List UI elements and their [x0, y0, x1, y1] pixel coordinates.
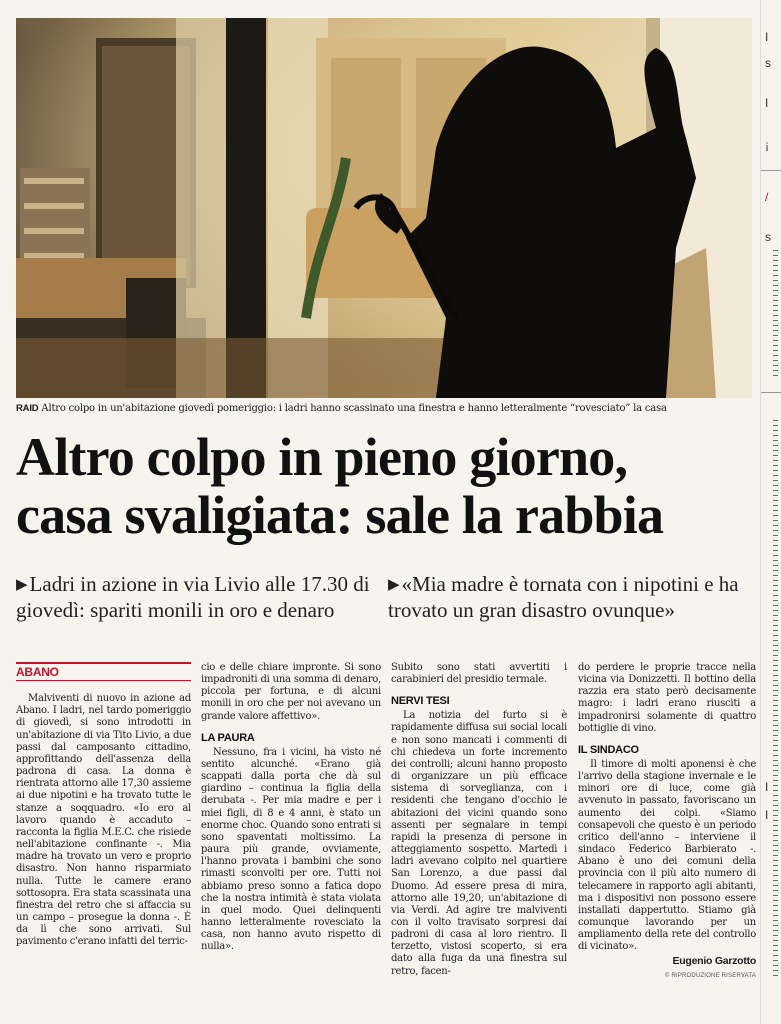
body-paragraph: Nessuno, fra i vicini, ha visto né sentito alcunché. «Erano già scappati dalla porta che dà sul giardino – continua la figlia della derubata -. Per mia madre e per i miei figli, di 8 e 4 anni, è stato un enorme choc. Quando sono entrati si sono spaventati moltissimo. La paura più grande, ovviamente, l'hanno provata i bambini che sono rimasti sconvolti per ore. Tutti noi abbiamo preso sonno a fatica dopo che la nostra intimità è stata violata in quel modo. Quei delinquenti hanno letteralmente rovesciato la casa, non hanno avuto rispetto di nulla».: [201, 746, 381, 953]
article-column-1: [16, 662, 191, 948]
copyright-notice: © RIPRODUZIONE RISERVATA: [664, 972, 756, 979]
subhead-2: [388, 572, 760, 623]
body-paragraph: Malviventi di nuovo in azione ad Abano. I ladri, nel tardo pomeriggio di giovedì, si sono introdotti in un'abitazione di via Tito Livio, a due passi dal camposanto cittadino, approfittando dell'assenza della padrona di casa. La donna è rientrata attorno alle 17,30 assieme ai due nipotini e ha trovato tutte le stanze a soqquadro. «Io ero al lavoro quando è accaduto – racconta la figlia M.E.C. che risiede nell'abitazione confinante -. Mia madre ha trovato un vero e proprio disastro. Non hanno risparmiato nulla. Tutte le camere erano sottosopra. Era stata scassinata una finestra del retro che si affaccia su un campo – prosegue la donna -. È da lì che sono arrivati. Sul pavimento c'erano infatti del terric-: [16, 693, 191, 948]
headline: [16, 428, 756, 544]
caption-text: Altro colpo in un'abitazione giovedì pomeriggio: i ladri hanno scassinato una finestra e hanno letteralmente “rovesciato” la casa: [41, 403, 667, 414]
edge-glyph: I: [765, 96, 769, 110]
edge-glyph: I: [765, 808, 769, 822]
article-column-2: [201, 662, 381, 953]
edge-glyph: /: [765, 190, 769, 204]
caption-tag: RAID: [16, 403, 39, 414]
body-paragraph: cio e delle chiare impronte. Si sono impadroniti di una somma di denaro, piccola per fortuna, e di alcuni monili in oro che per noi avevano un grande valore affettivo».: [201, 662, 381, 722]
section-heading-il-sindaco: IL SINDACO: [578, 743, 639, 756]
headline-line-2: casa svaligiata: sale la rabbia: [16, 485, 664, 545]
photo-caption: [16, 402, 756, 415]
edge-text-lines: [773, 420, 778, 980]
section-kicker: ABANO: [16, 662, 191, 681]
subhead-1: [16, 572, 386, 623]
section-heading-nervi-tesi: NERVI TESI: [391, 695, 450, 708]
edge-glyph: s: [765, 56, 771, 70]
adjacent-article-edge: [760, 0, 781, 1024]
triangle-bullet-icon: ▶: [388, 577, 400, 593]
edge-rule: [761, 392, 781, 393]
article-photo: [16, 18, 752, 398]
author-byline: Eugenio Garzotto: [672, 955, 756, 968]
section-heading-la-paura: LA PAURA: [201, 731, 255, 744]
edge-rule: [761, 170, 781, 171]
edge-text-lines: [773, 250, 778, 380]
article-column-3: [391, 662, 567, 978]
edge-glyph: I: [765, 780, 769, 794]
burglar-photo: [16, 18, 752, 398]
subhead-text: Ladri in azione in via Livio alle 17.30 di giovedì: spariti monili in oro e denaro: [16, 572, 370, 622]
body-paragraph: Subito sono stati avvertiti i carabinieri del presidio termale.: [391, 662, 567, 686]
body-paragraph: do perdere le proprie tracce nella vicina via Donizzetti. Il bottino della razzia era stato però decisamente magro: i ladri erano riusciti a impadronirsi solamente di quattro bottiglie di vino.: [578, 662, 756, 734]
body-paragraph: Il timore di molti aponensi è che l'arrivo della stagione invernale e le minori ore di luce, come già avvenuto in passato, favoriscano un aumento dei colpi. «Siamo consapevoli che questo è un periodo critico dell'anno – interviene il sindaco Federico Barbierato -. Abano è uno dei comuni della provincia con il più alto numero di telecamere in rapporto agli abitanti, ma i dispositivi non possono essere installati dappertutto. Stiamo già comunque lavorando per un ampliamento della rete del controllo di vicinato».: [578, 758, 756, 953]
edge-glyph: ¡: [765, 138, 769, 152]
edge-glyph: s: [765, 230, 771, 244]
triangle-bullet-icon: ▶: [16, 577, 28, 593]
edge-glyph: I: [765, 30, 769, 44]
headline-line-1: Altro colpo in pieno giorno,: [16, 427, 628, 487]
body-paragraph: La notizia del furto si è rapidamente diffusa sui social locali e non sono mancati i commenti di chi chiedeva un forte incremento dei controlli; alcuni hanno proposto di organizzare un più efficace sistema di sorveglianza, con i residenti che tengano d'occhio le abitazioni dei vicini quando sono assenti per segnalare in tempi rapidi la presenza di persone in atteggiamento sospetto. Martedì i ladri avevano colpito nel quartiere San Lorenzo, a due passi dal Duomo. Ad essere presa di mira, attorno alle 19,20, un'abitazione di via Verdi. Ad agire tre malviventi con il volto travisato sorpresi dai padroni di casa al loro rientro. Il terzetto, vistosi scoperto, si era dato alla fuga da una finestra sul retro, facen-: [391, 710, 567, 977]
article-column-4: [578, 662, 756, 982]
subhead-text: «Mia madre è tornata con i nipotini e ha trovato un gran disastro ovunque»: [388, 572, 739, 622]
